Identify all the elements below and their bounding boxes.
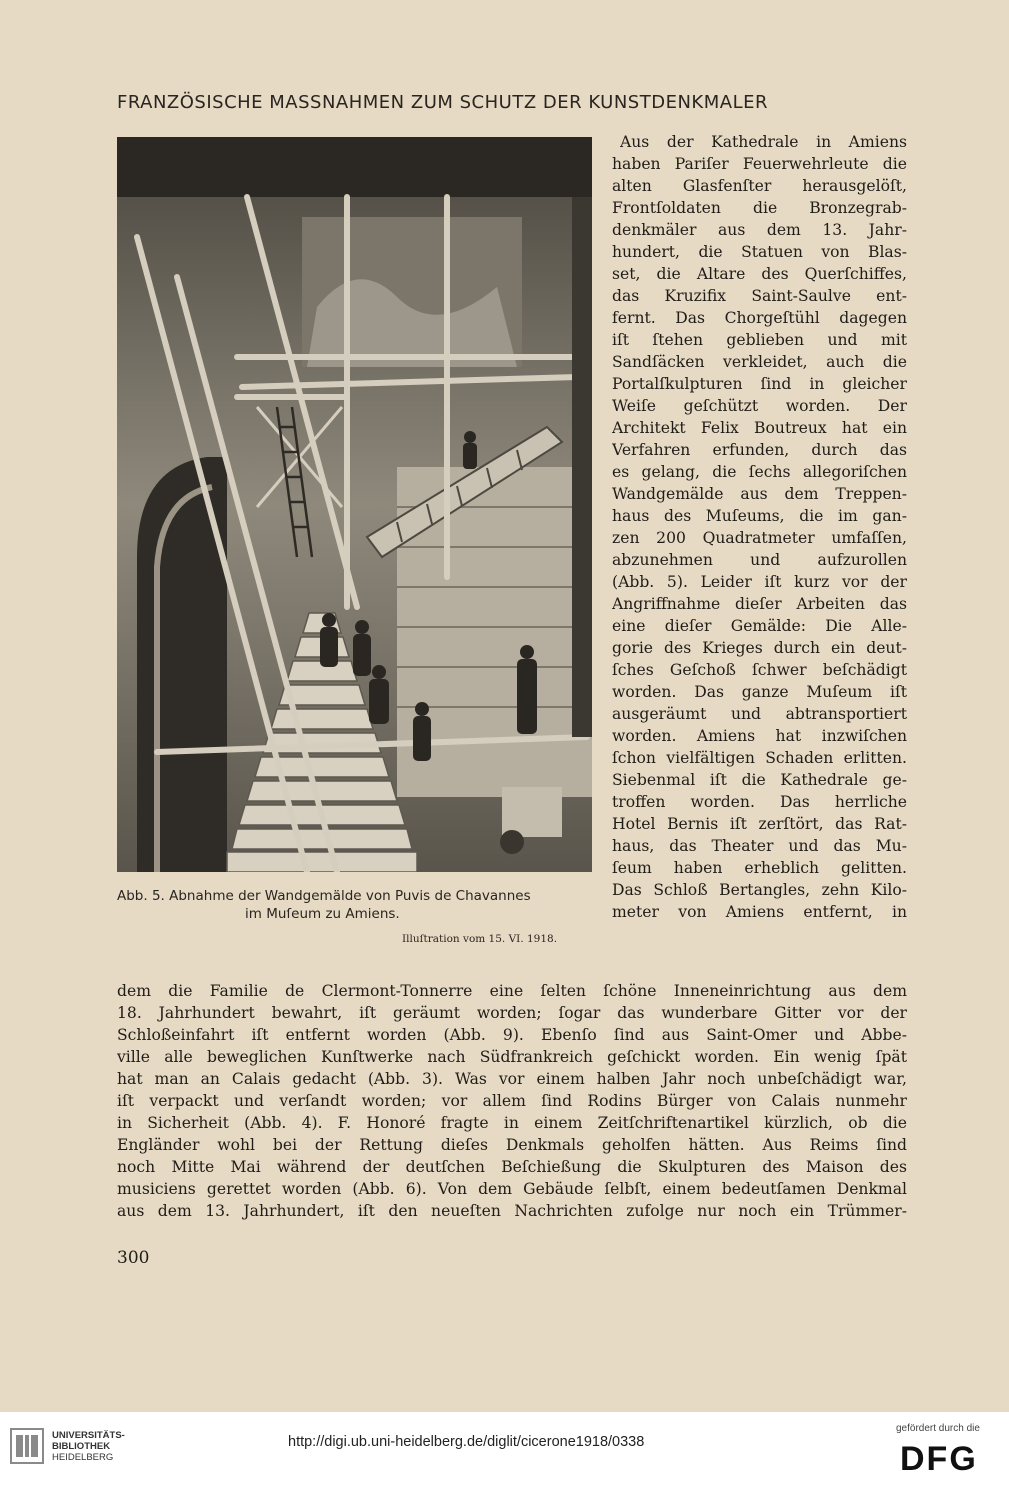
text-line: Frontſoldaten die Bronzegrab- [612,199,907,217]
text-line: ſeum haben erheblich gelitten. [612,859,907,877]
text-line: noch Mitte Mai während der deutſchen Beſchießung die Skulpturen des Maison des [117,1158,907,1176]
text-line: haben Pariſer Feuerwehrleute die [612,155,907,173]
text-line: Das Schloß Bertangles, zehn Kilo- [612,881,907,899]
text-line: zen 200 Quadratmeter umfaſſen, [612,529,907,547]
figure-caption-line-1: Abb. 5. Abnahme der Wandgemälde von Puvis de Chavannes [117,888,531,904]
figure-credit: Illuſtration vom 15. VI. 1918. [402,933,558,945]
text-line: dem die Familie de Clermont-Tonnerre eine ſelten ſchöne Inneneinrichtung aus dem [117,982,907,1000]
text-line: Wandgemälde aus dem Treppen- [612,485,907,503]
text-line: Hotel Bernis iſt zerſtört, das Rat- [612,815,907,833]
text-line: Engländer wohl bei der Rettung dieſes Denkmals geholfen hätten. Aus Reims ſind [117,1136,907,1154]
text-line: abzunehmen und aufzurollen [612,551,907,569]
university-seal-icon [10,1428,44,1464]
permalink-url[interactable]: http://digi.ub.uni-heidelberg.de/diglit/cicerone1918/0338 [288,1434,645,1450]
text-line: fernt. Das Chorgeſtühl dagegen [612,309,907,327]
text-line: iſt ſtehen geblieben und mit [612,331,907,349]
text-line: das Kruzifix Saint-Saulve ent- [612,287,907,305]
text-line: Aus der Kathedrale in Amiens [620,133,907,151]
text-line: hundert, die Statuen von Blas- [612,243,907,261]
uni-name-line-3: HEIDELBERG [52,1452,114,1463]
text-line: set, die Altare des Querſchiffes, [612,265,907,283]
text-line: eine dieſer Gemälde: Die Alle- [612,617,907,635]
text-line: in Sicherheit (Abb. 4). F. Honoré fragte in einem Zeitſchriftenartikel kürzlich, ob die [117,1114,907,1132]
text-line: aus dem 13. Jahrhundert, iſt den neueſten Nachrichten zufolge nur noch ein Trümmer- [117,1202,907,1220]
uni-name-line-1: UNIVERSITÄTS- [52,1430,125,1441]
text-line: hat man an Calais gedacht (Abb. 3). Was vor einem halben Jahr noch unbeſchädigt war, [117,1070,907,1088]
text-line: denkmäler aus dem 13. Jahr- [612,221,907,239]
text-line: Sandſäcken verkleidet, auch die [612,353,907,371]
dfg-logo: DFG [900,1440,978,1478]
text-line: haus, das Theater und das Mu- [612,837,907,855]
text-line: ville alle beweglichen Kunſtwerke nach Südfrankreich geſchickt worden. Ein wenig ſpät [117,1048,907,1066]
text-line: troffen worden. Das herrliche [612,793,907,811]
text-line: ausgeräumt und abtransportiert [612,705,907,723]
text-line: ſchon vielfältigen Schaden erlitten. [612,749,907,767]
text-line: es gelang, die ſechs allegoriſchen [612,463,907,481]
text-line: Weiſe geſchützt worden. Der [612,397,907,415]
text-line: meter von Amiens entfernt, in [612,903,907,921]
text-line: iſt verpackt und verſandt worden; vor allem ſind Rodins Bürger von Calais nunmehr [117,1092,907,1110]
text-line: Verfahren erfunden, durch das [612,441,907,459]
uni-name-line-2: BIBLIOTHEK [52,1441,111,1452]
page-number: 300 [117,1248,150,1268]
text-line: ſches Geſchoß ſchwer beſchädigt [612,661,907,679]
text-line: alten Glasfenſter herausgelöſt, [612,177,907,195]
text-line: Siebenmal iſt die Kathedrale ge- [612,771,907,789]
text-line: Angriffnahme dieſer Arbeiten das [612,595,907,613]
figure-photograph [117,137,592,872]
funded-by-label: gefördert durch die [896,1423,980,1434]
figure-caption-line-2: im Muſeum zu Amiens. [245,906,400,922]
text-line: Architekt Felix Boutreux hat ein [612,419,907,437]
text-line: worden. Amiens hat inzwiſchen [612,727,907,745]
running-head: FRANZÖSISCHE MASSNAHMEN ZUM SCHUTZ DER KUNSTDENKMALER [117,92,768,113]
text-line: haus des Muſeums, die im gan- [612,507,907,525]
text-line: (Abb. 5). Leider iſt kurz vor der [612,573,907,591]
staircase-photo-illustration [117,137,592,872]
text-line: musiciens gerettet worden (Abb. 6). Von dem Gebäude ſelbſt, einem bedeutſamen Denkmal [117,1180,907,1198]
text-line: Schloßeinfahrt iſt entfernt worden (Abb. 9). Ebenſo ſind aus Saint-Omer und Abbe- [117,1026,907,1044]
text-line: Portalſkulpturen ſind in gleicher [612,375,907,393]
university-library-name [52,1430,125,1463]
text-line: gorie des Krieges durch ein deut- [612,639,907,657]
text-line: worden. Das ganze Muſeum iſt [612,683,907,701]
text-line: 18. Jahrhundert bewahrt, iſt geräumt worden; ſogar das wunderbare Gitter vor der [117,1004,907,1022]
